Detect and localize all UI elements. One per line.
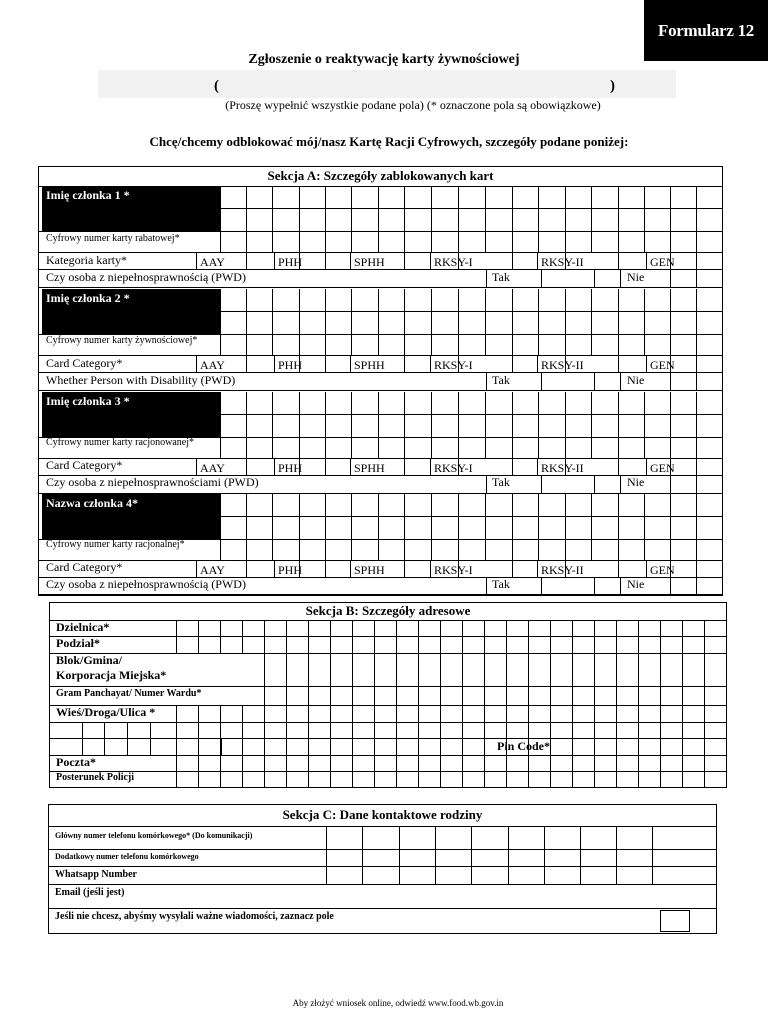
block-label-line2: Korporacja Miejska* (56, 668, 167, 682)
card-category-label: Card Category* (46, 356, 123, 370)
instructions-note: (Proszę wypełnić wszystkie podane pola) (* oznaczone pola są obowiązkowe) (225, 98, 601, 112)
category-option-sphh: SPHH (354, 358, 385, 372)
card-category-label: Card Category* (46, 560, 123, 574)
category-option-phh: PHH (278, 358, 303, 372)
card-category-label: Kategoria karty* (46, 253, 127, 267)
category-option-sphh: SPHH (354, 461, 385, 475)
section-c-heading: Sekcja C: Dane kontaktowe rodziny (282, 807, 483, 822)
category-option-phh: PHH (278, 461, 303, 475)
pwd-yes-label: Tak (492, 475, 510, 489)
category-option-gen: GEN (650, 563, 675, 577)
category-option-aay: AAY (200, 255, 225, 269)
police-station-label: Posterunek Policji (56, 772, 135, 783)
card-number-label: Cyfrowy numer karty rabatowej* (46, 233, 180, 244)
category-option-rksy-ii: RKSY-II (541, 461, 584, 475)
category-option-rksy-ii: RKSY-II (541, 358, 584, 372)
category-option-rksy-i: RKSY-I (434, 358, 473, 372)
form-title: Zgłoszenie o reaktywację karty żywnościowej (248, 52, 520, 67)
pwd-label: Czy osoba z niepełnosprawnością (PWD) (46, 270, 246, 284)
pwd-no-label: Nie (627, 270, 645, 284)
card-number-label: Cyfrowy numer karty racjonalnej* (46, 539, 185, 550)
pin-code-label: Pin Code* (497, 739, 551, 753)
subdivision-label: Podział* (56, 636, 100, 650)
email-label: Email (jeśli jest) (55, 887, 125, 898)
footer-note: Aby złożyć wniosek online, odwiedź www.food.wb.gov.in (292, 998, 504, 1008)
category-option-rksy-i: RKSY-I (434, 461, 473, 475)
secondary-phone-label: Dodatkowy numer telefonu komórkowego (55, 852, 199, 861)
paren-close: ) (610, 78, 615, 94)
member-name-label: Imię członka 3 * (42, 392, 220, 437)
pwd-no-label: Nie (627, 373, 645, 387)
declaration-text: Chcę/chcemy odblokować mój/nasz Kartę Racji Cyfrowych, szczegóły podane poniżej: (149, 134, 629, 149)
category-option-rksy-i: RKSY-I (434, 563, 473, 577)
grid-line (38, 595, 723, 596)
category-option-aay: AAY (200, 563, 225, 577)
pwd-label: Czy osoba z niepełnosprawnościami (PWD) (46, 475, 259, 489)
form-number-badge: Formularz 12 (644, 0, 768, 61)
member-name-label: Imię członka 2 * (42, 289, 220, 334)
section-b-heading: Sekcja B: Szczegóły adresowe (305, 603, 471, 618)
pwd-yes-label: Tak (492, 577, 510, 591)
gram-panchayat-label: Gram Panchayat/ Numer Wardu* (56, 688, 202, 699)
category-option-aay: AAY (200, 358, 225, 372)
category-option-sphh: SPHH (354, 563, 385, 577)
primary-phone-label: Główny numer telefonu komórkowego* (Do komunikacji) (55, 831, 253, 840)
category-option-gen: GEN (650, 358, 675, 372)
category-option-phh: PHH (278, 563, 303, 577)
category-option-gen: GEN (650, 255, 675, 269)
pwd-label: Whether Person with Disability (PWD) (46, 373, 236, 387)
village-label: Wieś/Droga/Ulica * (56, 705, 156, 719)
pwd-no-label: Nie (627, 577, 645, 591)
category-option-phh: PHH (278, 255, 303, 269)
district-label: Dzielnica* (56, 620, 110, 634)
whatsapp-label: Whatsapp Number (55, 869, 137, 880)
member-name-label: Imię członka 1 * (42, 186, 220, 231)
section-a-heading: Sekcja A: Szczegóły zablokowanych kart (267, 168, 494, 183)
paren-open: ( (214, 78, 219, 94)
pwd-label: Czy osoba z niepełnosprawnością (PWD) (46, 577, 246, 591)
card-category-label: Card Category* (46, 458, 123, 472)
category-option-aay: AAY (200, 461, 225, 475)
block-label-line1: Blok/Gmina/ (56, 653, 123, 667)
pwd-no-label: Nie (627, 475, 645, 489)
title-translation-band (98, 70, 676, 98)
card-number-label: Cyfrowy numer karty racjonowanej* (46, 437, 195, 448)
category-option-gen: GEN (650, 461, 675, 475)
member-name-label: Nazwa członka 4* (42, 494, 220, 539)
category-option-rksy-ii: RKSY-II (541, 255, 584, 269)
category-option-rksy-i: RKSY-I (434, 255, 473, 269)
opt-out-checkbox[interactable] (660, 910, 690, 932)
category-option-rksy-ii: RKSY-II (541, 563, 584, 577)
card-number-label: Cyfrowy numer karty żywnościowej* (46, 335, 198, 346)
opt-out-label: Jeśli nie chcesz, abyśmy wysyłali ważne wiadomości, zaznacz pole (55, 911, 334, 922)
category-option-sphh: SPHH (354, 255, 385, 269)
pwd-yes-label: Tak (492, 373, 510, 387)
pwd-yes-label: Tak (492, 270, 510, 284)
post-office-label: Poczta* (56, 755, 96, 769)
